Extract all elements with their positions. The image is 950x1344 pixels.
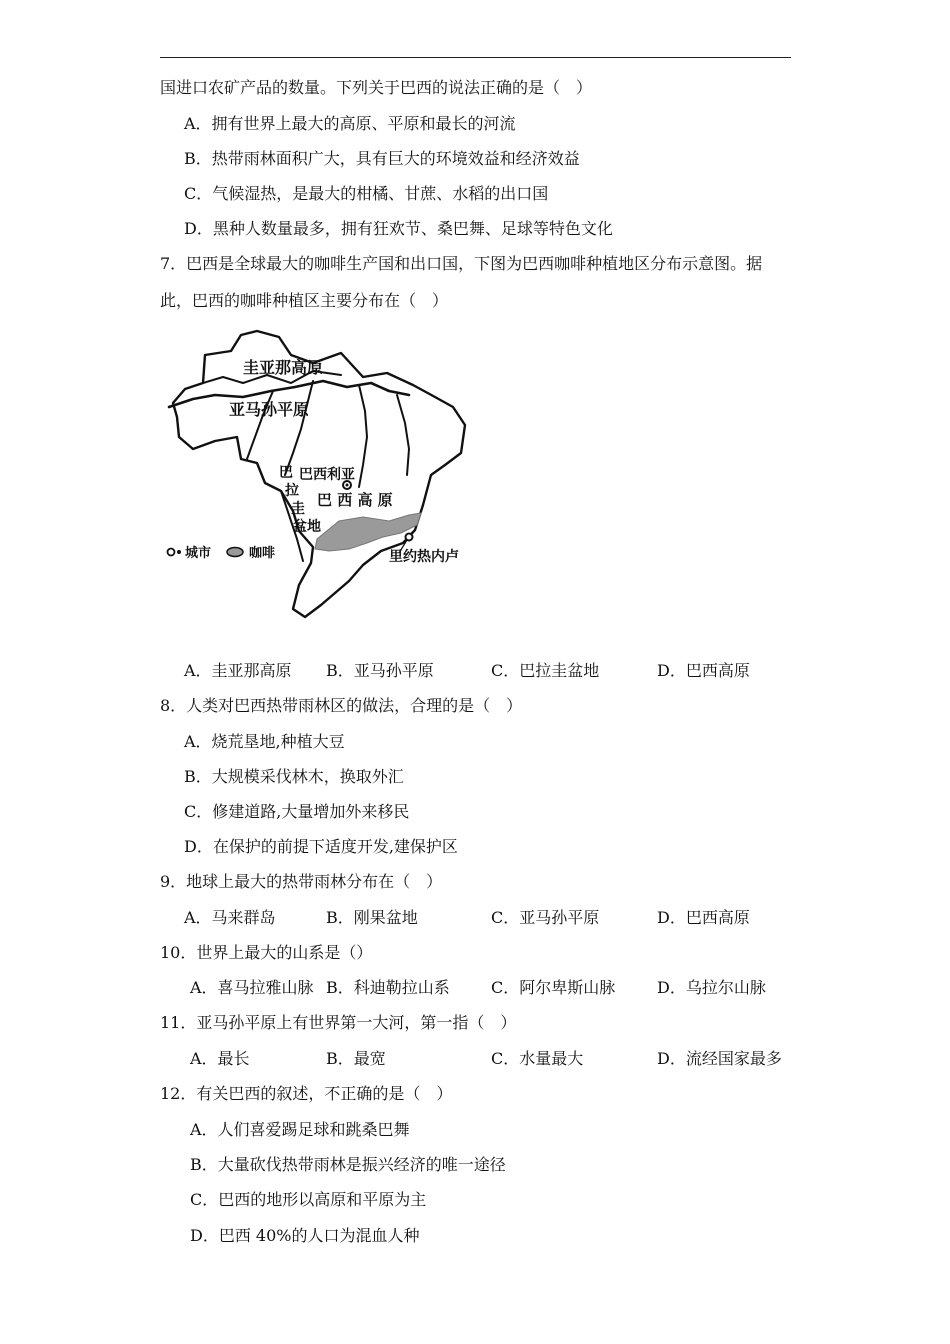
q10-stem: 10．世界上最大的山系是（）: [160, 943, 373, 962]
q12-option-a[interactable]: A．人们喜爱踢足球和跳桑巴舞: [190, 1120, 410, 1139]
legend-city-label: 城市: [185, 546, 212, 561]
label-guiana-highland: 圭亚那高原: [243, 358, 324, 377]
label-parana-1: 巴: [279, 465, 293, 481]
q12-option-c[interactable]: C．巴西的地形以高原和平原为主: [190, 1190, 427, 1209]
q7-stem-line2: 此，巴西的咖啡种植区主要分布在（ ）: [160, 291, 449, 310]
q8-stem: 8．人类对巴西热带雨林区的做法，合理的是（ ）: [160, 696, 523, 715]
q12-option-b[interactable]: B．大量砍伐热带雨林是振兴经济的唯一途径: [190, 1155, 506, 1174]
q8-option-c[interactable]: C．修建道路,大量增加外来移民: [184, 802, 410, 821]
q7-stem-line1: 7．巴西是全球最大的咖啡生产国和出口国，下图为巴西咖啡种植地区分布示意图。据: [160, 254, 763, 273]
q7-option-b[interactable]: B．亚马孙平原: [326, 661, 434, 680]
label-brasilia: 巴西利亚: [299, 467, 355, 483]
q9-option-d[interactable]: D．巴西高原: [657, 908, 750, 927]
q10-option-d[interactable]: D．乌拉尔山脉: [657, 978, 766, 997]
q12-option-d[interactable]: D．巴西 40%的人口为混血人种: [190, 1226, 420, 1245]
q7-option-d[interactable]: D．巴西高原: [657, 661, 750, 680]
q11-option-d[interactable]: D．流经国家最多: [657, 1049, 782, 1068]
q9-option-a[interactable]: A．马来群岛: [184, 908, 276, 927]
rio-marker: [406, 534, 413, 541]
q9-option-c[interactable]: C．亚马孙平原: [491, 908, 600, 927]
q6-option-b[interactable]: B．热带雨林面积广大，具有巨大的环境效益和经济效益: [184, 149, 580, 168]
label-parana-3: 圭: [291, 501, 305, 517]
header-rule: [160, 57, 791, 58]
q12-stem: 12．有关巴西的叙述，不正确的是（ ）: [160, 1084, 453, 1103]
q10-option-a[interactable]: A．喜马拉雅山脉: [190, 978, 314, 997]
q6-option-a[interactable]: A．拥有世界上最大的高原、平原和最长的河流: [184, 114, 516, 133]
coffee-region: [315, 513, 421, 551]
q10-option-c[interactable]: C．阿尔卑斯山脉: [491, 978, 616, 997]
legend-coffee-icon: [227, 548, 243, 557]
q8-option-d[interactable]: D．在保护的前提下适度开发,建保护区: [184, 837, 458, 856]
q7-option-a[interactable]: A．圭亚那高原: [184, 661, 292, 680]
label-brazil-highland: 巴 西 高 原: [317, 491, 393, 509]
label-parana-4: 盆地: [293, 519, 321, 535]
q9-stem: 9．地球上最大的热带雨林分布在（ ）: [160, 872, 443, 891]
q6-option-d[interactable]: D．黑种人数量最多，拥有狂欢节、桑巴舞、足球等特色文化: [184, 219, 613, 238]
q9-option-b[interactable]: B．刚果盆地: [326, 908, 418, 927]
q11-stem: 11．亚马孙平原上有世界第一大河，第一指（ ）: [160, 1013, 517, 1032]
q7-option-c[interactable]: C．巴拉圭盆地: [491, 661, 600, 680]
label-amazon-plain: 亚马孙平原: [229, 400, 310, 419]
label-rio: 里约热内卢: [389, 549, 459, 565]
legend-coffee-label: 咖啡: [249, 546, 276, 561]
q11-option-a[interactable]: A．最长: [190, 1049, 250, 1068]
q6-option-c[interactable]: C．气候湿热，是最大的柑橘、甘蔗、水稻的出口国: [184, 184, 549, 203]
q8-option-b[interactable]: B．大规模采伐林木，换取外汇: [184, 767, 404, 786]
q6-stem-continuation: 国进口农矿产品的数量。下列关于巴西的说法正确的是（ ）: [160, 78, 593, 97]
legend-city-icon: [168, 549, 175, 556]
q8-option-a[interactable]: A．烧荒垦地,种植大豆: [184, 732, 345, 751]
q11-option-c[interactable]: C．水量最大: [491, 1049, 584, 1068]
label-parana-2: 拉: [285, 483, 299, 499]
brazil-coffee-map: [163, 325, 473, 625]
q10-option-b[interactable]: B．科迪勒拉山系: [326, 978, 450, 997]
q11-option-b[interactable]: B．最宽: [326, 1049, 386, 1068]
